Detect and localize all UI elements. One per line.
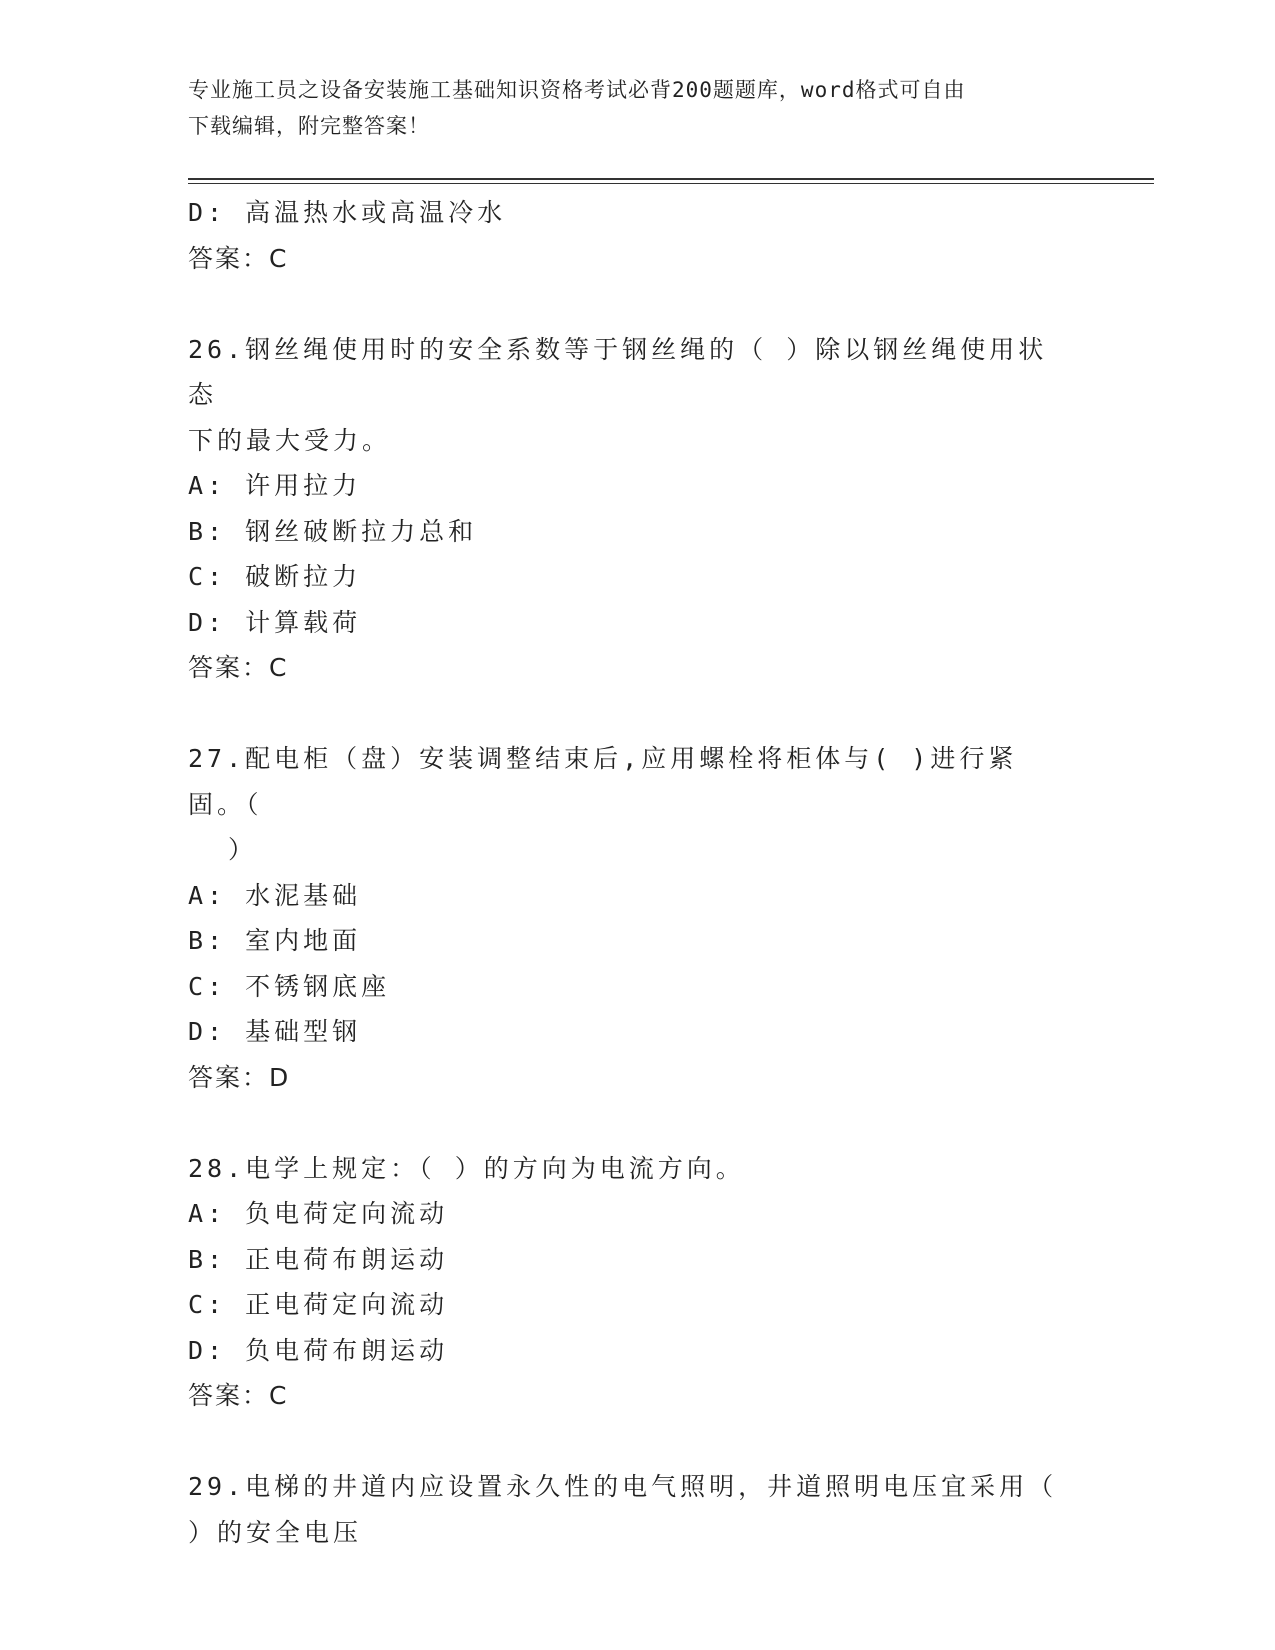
option-d: D: 计算载荷: [188, 607, 362, 637]
spacer: [188, 691, 1068, 737]
header-line-2: 下载编辑，附完整答案！: [188, 114, 430, 138]
option-d: D: 高温热水或高温冷水: [188, 198, 507, 227]
answer: 答案：C: [188, 1381, 289, 1410]
question-stem-line-2: 下的最大受力。: [188, 425, 392, 455]
spacer: [188, 1100, 1068, 1146]
question-content: [188, 190, 1068, 1555]
option-b: B: 钢丝破断拉力总和: [188, 516, 478, 546]
option-c: C: 不锈钢底座: [188, 971, 391, 1001]
option-a: A: 水泥基础: [188, 880, 362, 910]
question-27: [188, 736, 1068, 1100]
question-stem-line-1: 28.电学上规定：（ ）的方向为电流方向。: [188, 1153, 745, 1183]
question-stem-line-1: 29.电梯的井道内应设置永久性的电气照明，井道照明电压宜采用（: [188, 1472, 1058, 1501]
option-b: B: 正电荷布朗运动: [188, 1244, 449, 1274]
header-line-1: 专业施工员之设备安装施工基础知识资格考试必背200题题库，word格式可自由: [188, 78, 966, 102]
header-rule-bottom: [188, 183, 1154, 184]
question-stem-line-1: 27.配电柜（盘）安装调整结束后,应用螺栓将柜体与( )进行紧固。（: [188, 744, 1018, 819]
answer: 答案：C: [188, 243, 289, 273]
option-d: D: 基础型钢: [188, 1017, 362, 1046]
option-c: C: 破断拉力: [188, 562, 362, 591]
answer: 答案：D: [188, 1062, 291, 1092]
option-a: A: 许用拉力: [188, 471, 362, 500]
option-b: B: 室内地面: [188, 926, 362, 955]
question-stem-line-1: 26.钢丝绳使用时的安全系数等于钢丝绳的（ ）除以钢丝绳使用状态: [188, 334, 1048, 409]
spacer: [188, 281, 1068, 327]
question-26: [188, 327, 1068, 691]
question-28: [188, 1146, 1068, 1419]
option-d: D: 负电荷布朗运动: [188, 1335, 449, 1365]
option-c: C: 正电荷定向流动: [188, 1290, 449, 1319]
answer: 答案：C: [188, 653, 289, 682]
page-header: [188, 72, 1068, 144]
spacer: [188, 1419, 1068, 1465]
question-stem-line-2: ）: [228, 835, 258, 864]
header-rule-top: [188, 178, 1154, 180]
question-stem-line-2: ）的安全电压: [188, 1517, 363, 1547]
question-29: [188, 1464, 1068, 1555]
option-a: A: 负电荷定向流动: [188, 1199, 449, 1228]
